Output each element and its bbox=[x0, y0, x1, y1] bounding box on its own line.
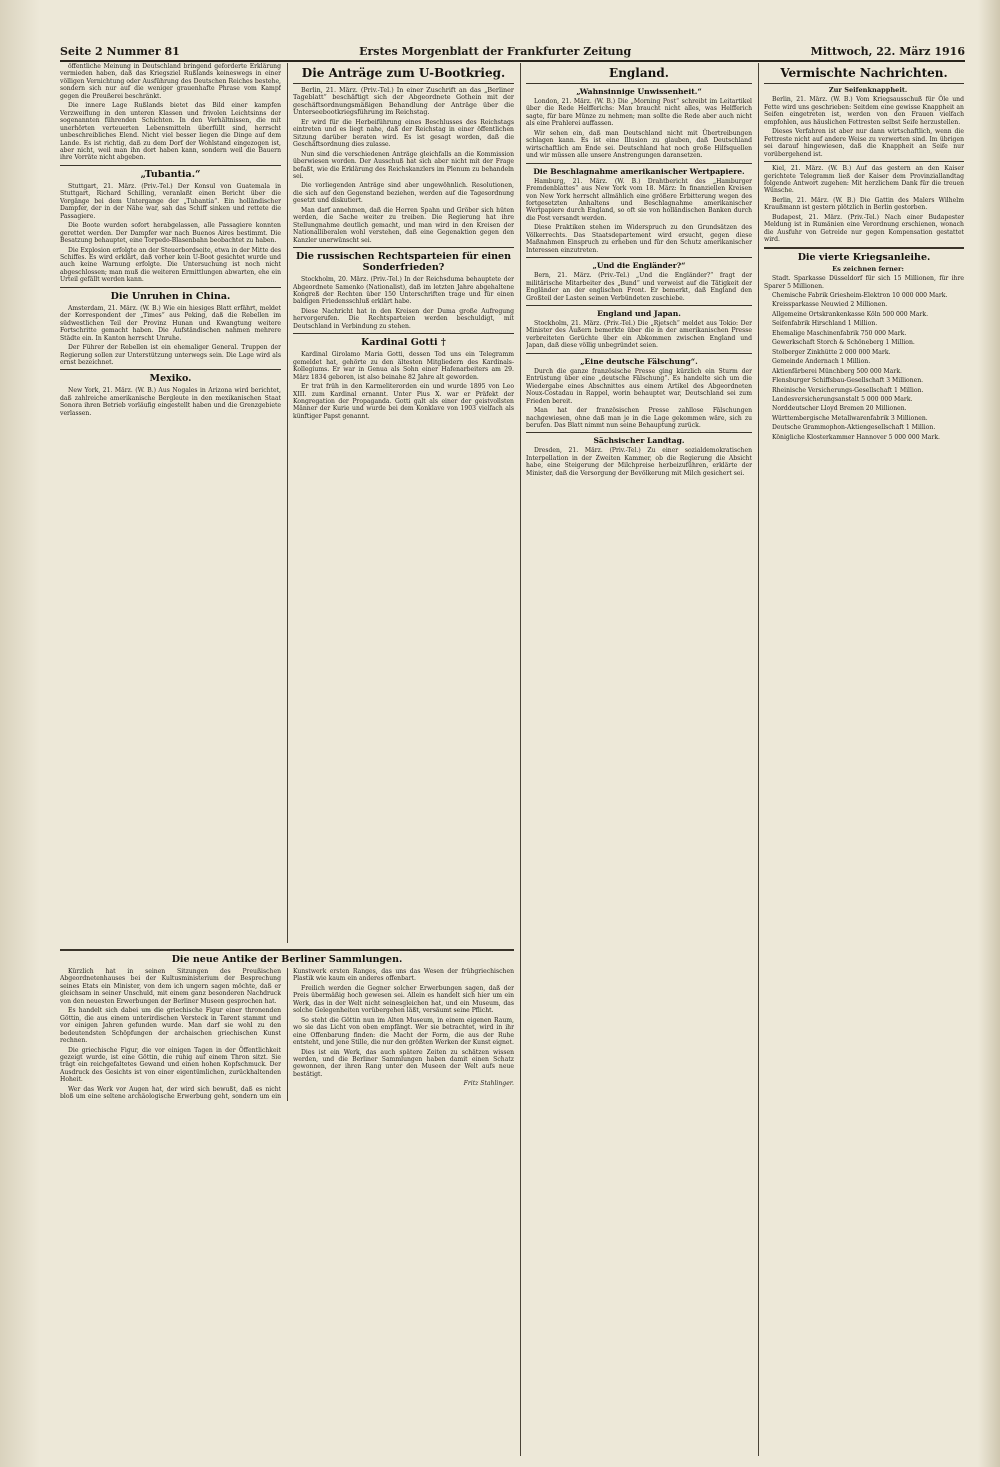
masthead-rule bbox=[60, 60, 965, 62]
subscription-entry: Deutsche Grammophon-Aktiengesellschaft 1 Million. bbox=[772, 424, 936, 432]
subscription-entry: Seifenfabrik Hirschland 1 Million. bbox=[772, 320, 878, 328]
section-divider bbox=[60, 949, 514, 951]
divider bbox=[60, 165, 281, 166]
article-paragraph: Kürzlich hat in seinen Sitzungen des Preußischen Abgeordnetenhauses bei der Kultusministerium der Besprechung seines Etats ein Minister, von dem ich ungern sagen möchte, daß er gleichsam in seiner Unschuld, mit einem ganz besonderen Nachdruck von den neuesten Erwerbungen der Berliner Museen gesprochen hat. bbox=[60, 968, 281, 1005]
divider bbox=[764, 161, 964, 162]
subscription-entry: Königliche Klosterkammer Hannover 5 000 000 Mark. bbox=[772, 433, 940, 441]
subscription-entry: Aktienfärberei Münchberg 500 000 Mark. bbox=[772, 367, 902, 375]
article-paragraph: New York, 21. März. (W. B.) Aus Nogales in Arizona wird berichtet, daß zahlreiche amerikanische Bergleute in den mexikanischen Staat Sonora ihren Betrieb vorläufig eingestellt haben und die Grenzgebiete verlassen. bbox=[60, 387, 281, 417]
subscription-entry: Gemeinde Andernach 1 Million. bbox=[772, 358, 871, 366]
article-paragraph: Der Führer der Rebellen ist ein ehemaliger General. Truppen der Regierung sollen zur Unterstützung unterwegs sein. Die Lage wird als ernst bezeichnet. bbox=[60, 344, 281, 366]
subheadline: Es zeichnen ferner: bbox=[832, 264, 904, 273]
subscription-entry: Chemische Fabrik Griesheim-Elektron 10 000 000 Mark. bbox=[772, 291, 948, 299]
divider bbox=[60, 369, 281, 370]
masthead-date: Mittwoch, 22. März 1916 bbox=[810, 44, 965, 58]
divider bbox=[526, 305, 752, 306]
divider bbox=[526, 83, 752, 84]
article-paragraph: Stockholm, 20. März. (Priv.-Tel.) In der Reichsduma behauptete der Abgeordnete Samenko (Nationalist), daß im letzten Jahre abgehaltene Kongreß der Rechten über 150 Unterschriften trage und für einen baldigen Friedensschluß erklärt habe. bbox=[293, 276, 514, 306]
author-signature: Fritz Stahlinger. bbox=[463, 1080, 514, 1088]
headline-rechtsparteien: Die russischen Rechtsparteien für einen Sonderfrieden? bbox=[295, 251, 511, 274]
column-1 bbox=[60, 63, 281, 943]
headline-kardinal-gotti: Kardinal Gotti † bbox=[361, 337, 446, 349]
article-paragraph: öffentliche Meinung in Deutschland bringend geforderte Erklärung vermieden haben, daß das Kriegsziel Rußlands keineswegs in einer völligen Vernichtung oder Ausführung des Deutschen Reiches bestehe, sondern sich nur auf die weniger grauenhafte Phrase vom Kampf gegen die Preußerei beschränkt. bbox=[60, 63, 281, 100]
subheadline: Zur Seifenknappheit. bbox=[828, 86, 908, 94]
article-paragraph: Diese Praktiken stehen im Widerspruch zu den Grundsätzen des Völkerrechts. Das Staatsdepartement wird ersucht, gegen diese Maßnahmen Einspruch zu erheben und für den Schutz amerikanischer Interessen einzutreten. bbox=[526, 224, 752, 254]
article-paragraph: Bern, 21. März. (Priv.-Tel.) „Und die Engländer?“ fragt der militärische Mitarbeiter des „Bund“ und verweist auf die Tätigkeit der Engländer an der englischen Front. Er bemerkt, daß England den Großteil der Lasten seinen Verbündeten zuschiebe. bbox=[526, 272, 752, 302]
divider bbox=[293, 247, 514, 248]
headline-vermischte: Vermischte Nachrichten. bbox=[780, 66, 948, 80]
column-2 bbox=[293, 63, 514, 943]
article-paragraph: Wir sehen ein, daß man Deutschland nicht mit Übertreibungen schlagen kann. Es ist eine Illusion zu glauben, daß Deutschland wirtschaftlich am Ende sei. Deutschland hat noch große Hilfsquellen und wir müssen alle unsere Anstrengungen daransetzen. bbox=[526, 129, 752, 160]
masthead-paper-title: Erstes Morgenblatt der Frankfurter Zeitung bbox=[359, 44, 632, 58]
article-paragraph: Stockholm, 21. März. (Priv.-Tel.) Die „Rjetsch“ meldet aus Tokio: Der Minister des Äußern bemerkte über die in der amerikanischen Presse verbreiteten Gerüchte über ein Abkommen zwischen England und Japan, daß diese völlig unbegründet seien. bbox=[526, 319, 752, 350]
page-edge-right bbox=[978, 0, 1000, 1467]
divider bbox=[526, 353, 752, 354]
article-paragraph: London, 21. März. (W. B.) Die „Morning Post“ schreibt im Leitartikel über die Rede Helfferichs: Man braucht nicht alles, was Helfferich sagte, für bare Münze zu nehmen; man sollte die Rede aber auch nicht als eine Prahlerei auffassen. bbox=[526, 98, 752, 128]
article-paragraph: Man darf annehmen, daß die Herren Spahn und Gröber sich hüten werden, die Sache weiter zu treiben. Die Regierung hat ihre Stellungnahme deutlich gemacht, und man wird in den Kreisen der Nationalliberalen wohl verstehen, daß eine Gegenaktion gegen den Kanzler unerwünscht sei. bbox=[293, 206, 514, 244]
headline-china: Die Unruhen in China. bbox=[110, 290, 231, 302]
article-lead: Berlin, 21. März. (Priv.-Tel.) In einer Zuschrift an das „Berliner Tageblatt“ beschäftigt sich der Abgeordnete Gothein mit der geschäftsordnungsmäßigen Behandlung der Anträge über die Unterseebootkriegsführung im Reichstag. bbox=[293, 86, 514, 117]
divider bbox=[526, 163, 752, 164]
subscription-entry: Württembergische Metallwarenfabrik 3 Millionen. bbox=[772, 414, 928, 422]
article-paragraph: So steht die Göttin nun im Alten Museum, in einem eigenen Raum, wo sie das Licht von oben empfängt. Wer sie betrachtet, wird in ihr eine Offenbarung finden: die Macht der Form, die aus der Ruhe entsteht, und jene Stille, die nur den größten Werken der Kunst eignet. bbox=[293, 1016, 514, 1047]
article-paragraph: Die griechische Figur, die vor einigen Tagen in der Öffentlichkeit gezeigt wurde, ist eine Göttin, die ruhig auf einem Thron sitzt. Sie trägt ein reichgefaltetes Gewand und einen hohen Kopfschmuck. Der Ausdruck des Gesichts ist von einer eigentümlichen, zurückhaltenden Hoheit. bbox=[60, 1046, 281, 1084]
article-paragraph: Man hat der französischen Presse zahllose Fälschungen nachgewiesen, ohne daß man je in die Lage gekommen wäre, sich zu berufen. Das Blatt nimmt nun seine Behauptung zurück. bbox=[526, 407, 752, 429]
divider bbox=[764, 247, 964, 249]
article-paragraph: Freilich werden die Gegner solcher Erwerbungen sagen, daß der Preis übermäßig hoch gewesen sei. Allein es handelt sich hier um ein Werk, das in der Welt nicht seinesgleichen hat, und ein Museum, das solche Gelegenheiten vorübergehen läßt, versäumt seine Pflicht. bbox=[293, 984, 514, 1015]
subheadline: „Eine deutsche Fälschung“. bbox=[580, 356, 698, 366]
article-paragraph: Stuttgart, 21. März. (Priv.-Tel.) Der Konsul von Guatemala in Stuttgart, Richard Schilling, veranlaßt einen Bericht über die Vorgänge bei dem Untergange der „Tubantia“. Ein holländischer Dampfer, der in der Nähe war, sah das Schiff sinken und rettete die Passagiere. bbox=[60, 182, 281, 220]
article-paragraph: Die vorliegenden Anträge sind aber ungewöhnlich. Resolutionen, die sich auf den Gegenstand beziehen, werden auf die Tagesordnung gesetzt und diskutiert. bbox=[293, 182, 514, 205]
subheadline: Die Beschlagnahme amerikanischer Wertpapiere. bbox=[533, 166, 745, 176]
article-paragraph: Dresden, 21. März. (Priv.-Tel.) Zu einer sozialdemokratischen Interpellation in der Zweiten Kammer, ob die Regierung die Absicht habe, eine Steigerung der Milchpreise herbeizuführen, erklärte der Minister, daß die Versorgung der Bevölkerung mit Milch gesichert sei. bbox=[526, 447, 752, 477]
article-paragraph: Budapest, 21. März. (Priv.-Tel.) Nach einer Budapester Meldung ist in Rumänien eine Verordnung erschienen, wonach die Ausfuhr von Getreide nur gegen Kompensation gestattet wird. bbox=[764, 213, 964, 244]
headline-ubootkrieg: Die Anträge zum U-Bootkrieg. bbox=[301, 66, 506, 80]
subscription-entry: Landesversicherungsanstalt 5 000 000 Mark. bbox=[772, 395, 913, 403]
column-rule bbox=[287, 63, 288, 943]
article-paragraph: Es handelt sich dabei um die griechische Figur einer thronenden Göttin, die aus einem unterirdischen Versteck in Tarent stammt und vor einigen Jahren gefunden wurde. Man darf sie wohl zu den bedeutendsten Schöpfungen der archaischen griechischen Kunst rechnen. bbox=[60, 1007, 281, 1045]
subheadline: „Wahnsinnige Unwissenheit.“ bbox=[576, 87, 702, 96]
headline-england: England. bbox=[609, 66, 669, 80]
article-paragraph: Dies ist ein Werk, das auch spätere Zeiten zu schätzen wissen werden, und die Berliner Sammlungen haben damit einen Schatz gewonnen, der ihren Rang unter den Museen der Welt aufs neue bestätigt. bbox=[293, 1048, 514, 1078]
subscription-entry: Rheinische Versicherungs-Gesellschaft 1 Million. bbox=[772, 386, 924, 394]
page-edge-left bbox=[0, 0, 40, 1467]
article-paragraph: Berlin, 21. März. (W. B.) Die Gattin des Malers Wilhelm Kraußmann ist gestern plötzlich in Berlin gestorben. bbox=[764, 196, 964, 212]
headline-kriegsanleihe: Die vierte Kriegsanleihe. bbox=[797, 251, 931, 263]
subheadline: „Und die Engländer?“ bbox=[592, 261, 686, 271]
subscription-entry: Stolberger Zinkhütte 2 000 000 Mark. bbox=[772, 348, 891, 356]
subscription-entry: Gewerkschaft Storch & Schöneberg 1 Million. bbox=[772, 339, 915, 347]
headline-antike: Die neue Antike der Berliner Sammlungen. bbox=[171, 954, 403, 965]
subheadline: England und Japan. bbox=[597, 308, 681, 318]
article-paragraph: Hamburg, 21. März. (W. B.) Drahtbericht des „Hamburger Fremdenblattes“ aus New York vom 18. März: In finanziellen Kreisen von New York herrscht allmählich eine größere Erbitterung wegen des fortgesetzten Anhaltens und Beschlagnahme amerikanischer Wertpapiere durch England, so oft sie von holländischen Banken durch die Post versandt werden. bbox=[526, 177, 752, 222]
article-paragraph: Berlin, 21. März. (W. B.) Vom Kriegsausschuß für Öle und Fette wird uns geschrieben: Seitdem eine gewisse Knappheit an Seifen eingetreten ist, werden von den Frauen vielfach empfohlen, aus häuslichen Fettresten selbst Seife herzustellen. bbox=[764, 96, 964, 126]
article-paragraph: Diese Nachricht hat in den Kreisen der Duma große Aufregung hervorgerufen. Die Rechtsparteien werden beschuldigt, mit Deutschland in Verbindung zu stehen. bbox=[293, 307, 514, 330]
article-paragraph: Wer das Werk vor Augen hat, der wird sich bewußt, daß es nicht bloß um eine seltene archäologische Erwerbung geht, sondern um ein Kunstwerk ersten Ranges, das uns das Wesen der frühgriechischen Plastik wie kaum ein anderes offenbart. bbox=[60, 968, 514, 1101]
article-paragraph: Er trat früh in den Karmeliterorden ein und wurde 1895 von Leo XIII. zum Kardinal ernannt. Unter Pius X. war er Präfekt der Kongregation der Propaganda. Gotti galt als einer der geistvollsten Männer der Kurie und wurde bei dem Konklave von 1903 vielfach als künftiger Papst genannt. bbox=[293, 383, 514, 420]
article-paragraph: Dieses Verfahren ist aber nur dann wirtschaftlich, wenn die Fettreste nicht auf andere Weise zu verwerten sind. Im übrigen sei darauf hingewiesen, daß die Knappheit an Seife nur vorübergehend ist. bbox=[764, 128, 964, 158]
subscription-entry: Stadt. Sparkasse Düsseldorf für sich 15 Millionen, für ihre Sparer 5 Millionen. bbox=[764, 275, 964, 290]
article-paragraph: Nun sind die verschiedenen Anträge gleichfalls an die Kommission überwiesen worden. Der Ausschuß hat sich aber nicht mit der Frage befaßt, wie die Erklärung des Reichskanzlers im Plenum zu behandeln sei. bbox=[293, 150, 514, 180]
feuilleton-section bbox=[60, 946, 514, 1456]
subscription-entry: Norddeutscher Lloyd Bremen 20 Millionen. bbox=[772, 405, 907, 413]
column-3 bbox=[526, 63, 752, 1456]
subscription-entry: Allgemeine Ortskrankenkasse Köln 500 000 Mark. bbox=[772, 310, 929, 318]
divider bbox=[526, 257, 752, 258]
masthead-page-number: Seite 2 Nummer 81 bbox=[60, 44, 180, 58]
headline-tubantia: „Tubantia.“ bbox=[140, 168, 201, 180]
masthead bbox=[60, 42, 965, 60]
article-paragraph: Die Explosion erfolgte an der Steuerbordseite, etwa in der Mitte des Schiffes. Es wird erklärt, daß vorher kein U-Boot gesichtet wurde und auch keine Warnung erfolgte. Die Untersuchung ist noch nicht abgeschlossen; man muß die weiteren Ermittlungen abwarten, ehe ein Urteil gefällt werden kann. bbox=[60, 246, 281, 284]
article-paragraph: Amsterdam, 21. März. (W. B.) Wie ein hiesiges Blatt erfährt, meldet der Korrespondent der „Times“ aus Peking, daß die Rebellen im südwestlichen Teil der Provinz Hunan und Kwangtung weitere Fortschritte gemacht haben. Die Aufständischen nahmen mehrere Städte ein. In Kanton herrscht Unruhe. bbox=[60, 304, 281, 342]
article-paragraph: Die Boote wurden sofort herabgelassen, alle Passagiere konnten gerettet werden. Der Dampfer war nach Buenos Aires bestimmt. Die Besatzung behauptet, eine Torpedo-Blasenbahn beobachtet zu haben. bbox=[60, 222, 281, 245]
article-paragraph: Kardinal Girolamo Maria Gotti, dessen Tod uns ein Telegramm gemeldet hat, gehörte zu den ältesten Mitgliedern des Kardinals-Kollegiums. Er war in Genua als Sohn einer Hafenarbeiters am 29. März 1834 geboren, ist also beinahe 82 Jahre alt geworden. bbox=[293, 351, 514, 381]
feuilleton-columns bbox=[60, 968, 514, 1101]
article-paragraph: Die innere Lage Rußlands bietet das Bild einer kampfen Verzweiflung in den unteren Klassen und frivolen Leichtsinns der sogenannten führenden Schichten. In den Verhältnissen, die mit unerhörten verteuerten Lebensmitteln überfüllt sind, herrscht unbeschreibliches Elend. Nicht viel besser liegen die Dinge auf dem Lande. Es ist richtig, daß zu dem Dorf der Wohlstand eingezogen ist, aber nicht, weil man ihn dort haben kann, sondern weil die Bauern ihre Vorräte nicht abgeben. bbox=[60, 102, 281, 162]
subscription-entry: Kreissparkasse Neuwied 2 Millionen. bbox=[772, 301, 888, 309]
subscription-list bbox=[764, 275, 964, 441]
subheadline: Sächsischer Landtag. bbox=[593, 436, 685, 446]
column-4 bbox=[764, 63, 964, 1456]
divider bbox=[60, 287, 281, 288]
column-rule bbox=[758, 63, 759, 1456]
divider bbox=[293, 333, 514, 334]
divider bbox=[526, 432, 752, 433]
article-paragraph: Er wird für die Herbeiführung eines Beschlusses des Reichstags eintreten und es liegt nahe, daß der Reichstag in einer öffentlichen Sitzung darüber beraten wird. Es ist gesagt worden, daß die Geschäftsordnung dies zulasse. bbox=[293, 118, 514, 149]
subscription-entry: Ehemalige Maschinenfabrik 750 000 Mark. bbox=[772, 329, 907, 337]
article-paragraph: Kiel, 21. März. (W. B.) Auf das gestern an den Kaiser gerichtete Telegramm ließ der Kaiser dem Provinziallandtag folgende Antwort zugehen: Mit herzlichem Dank für die treuen Wünsche. bbox=[764, 165, 964, 195]
headline-mexiko: Mexiko. bbox=[149, 373, 192, 385]
article-paragraph: Durch die ganze französische Presse ging kürzlich ein Sturm der Entrüstung über eine „deutsche Fälschung“. Es handelte sich um die Wiedergabe eines Abschnittes aus einem Artikel des Abgeordneten Noux-Costadau in Rappel, worin behauptet war, Deutschland sei zum Frieden bereit. bbox=[526, 367, 752, 405]
subscription-entry: Flensburger Schiffsbau-Gesellschaft 3 Millionen. bbox=[772, 377, 924, 385]
divider bbox=[293, 83, 514, 84]
divider bbox=[764, 83, 964, 84]
column-rule bbox=[520, 63, 521, 1456]
